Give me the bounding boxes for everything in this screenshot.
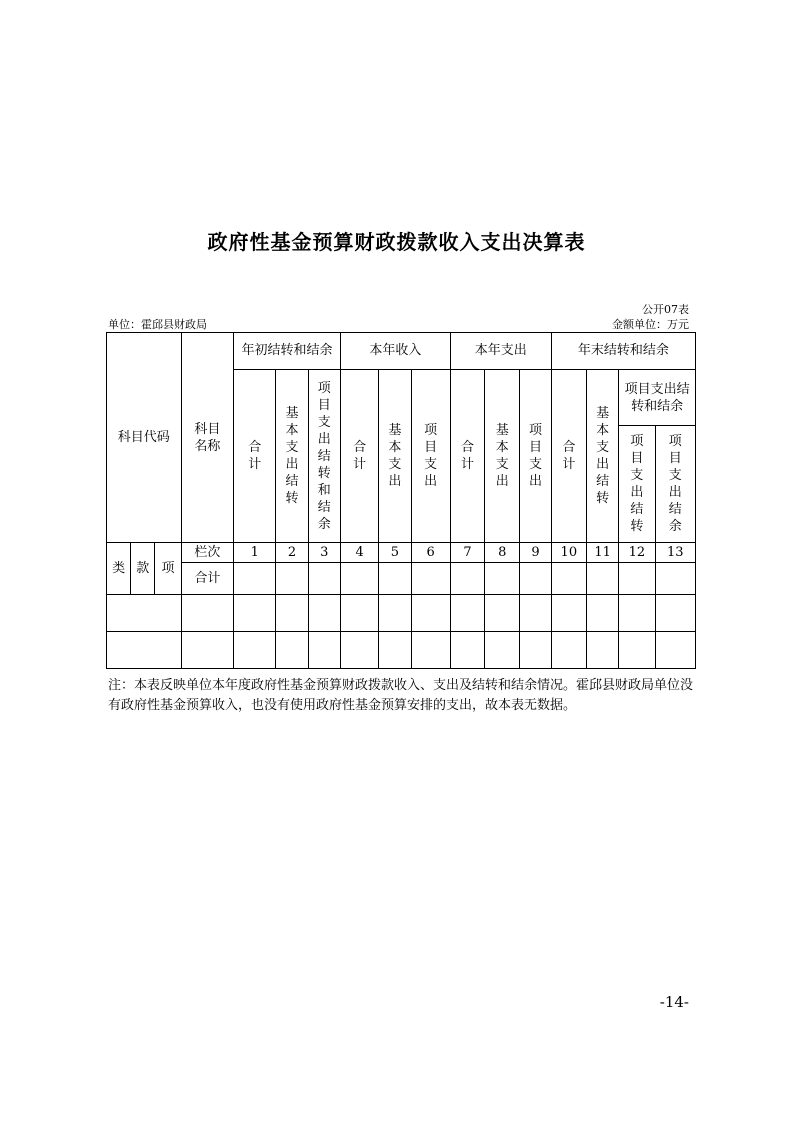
total-row xyxy=(107,563,696,595)
page-number: -14- xyxy=(659,993,689,1011)
budget-table xyxy=(106,332,696,669)
col-number: 5 xyxy=(379,543,411,563)
lanci-label: 栏次 xyxy=(181,543,233,563)
col-number: 12 xyxy=(619,543,655,563)
group-current-expense: 本年支出 xyxy=(450,333,551,370)
kuan-header: 款 xyxy=(131,543,155,595)
col-number: 10 xyxy=(551,543,586,563)
group-opening-balance: 年初结转和结余 xyxy=(234,333,341,370)
page-title: 政府性基金预算财政拨款收入支出决算表 xyxy=(207,230,586,254)
col-expense-total: 合计 xyxy=(450,370,484,543)
group-current-income: 本年收入 xyxy=(340,333,450,370)
money-unit-label: 金额单位：万元 xyxy=(612,318,689,331)
col-closing-basic: 基本支出结转 xyxy=(586,370,618,543)
col-number: 1 xyxy=(234,543,276,563)
col-expense-project: 项目支出 xyxy=(520,370,551,543)
col-income-total: 合计 xyxy=(340,370,378,543)
table-note: 注：本表反映单位本年度政府性基金预算财政拨款收入、支出及结转和结余情况。霍邱县财政局单位没有政府性基金预算收入，也没有使用政府性基金预算安排的支出，故本表无数据。 xyxy=(108,678,694,713)
group-closing-balance: 年末结转和结余 xyxy=(551,333,695,370)
col-number: 6 xyxy=(411,543,450,563)
total-label: 合计 xyxy=(181,563,233,595)
xiang-header: 项 xyxy=(155,543,181,595)
col-closing-project-surplus: 项目支出结余 xyxy=(655,426,695,543)
col-number: 2 xyxy=(276,543,308,563)
col-number: 3 xyxy=(308,543,340,563)
col-number: 7 xyxy=(450,543,484,563)
col-number: 13 xyxy=(655,543,695,563)
col-opening-basic: 基本支出结转 xyxy=(276,370,308,543)
col-income-project: 项目支出 xyxy=(411,370,450,543)
col-closing-project-carryover: 项目支出结转 xyxy=(619,426,655,543)
col-income-basic: 基本支出 xyxy=(379,370,411,543)
unit-label: 单位：霍邱县财政局 xyxy=(108,318,207,331)
col-number: 4 xyxy=(340,543,378,563)
col-number: 11 xyxy=(586,543,618,563)
table-row xyxy=(107,632,696,669)
lei-header: 类 xyxy=(107,543,131,595)
col-opening-project: 项目支出结转和结余 xyxy=(308,370,340,543)
subject-code-header: 科目代码 xyxy=(107,333,182,543)
table-row xyxy=(107,595,696,632)
col-expense-basic: 基本支出 xyxy=(485,370,520,543)
col-number: 8 xyxy=(485,543,520,563)
subject-name-header: 科目名称 xyxy=(181,333,233,543)
col-number: 9 xyxy=(520,543,551,563)
form-number: 公开07表 xyxy=(642,303,689,316)
col-closing-project-group: 项目支出结转和结余 xyxy=(619,370,696,426)
col-closing-total: 合计 xyxy=(551,370,586,543)
col-opening-total: 合计 xyxy=(234,370,276,543)
